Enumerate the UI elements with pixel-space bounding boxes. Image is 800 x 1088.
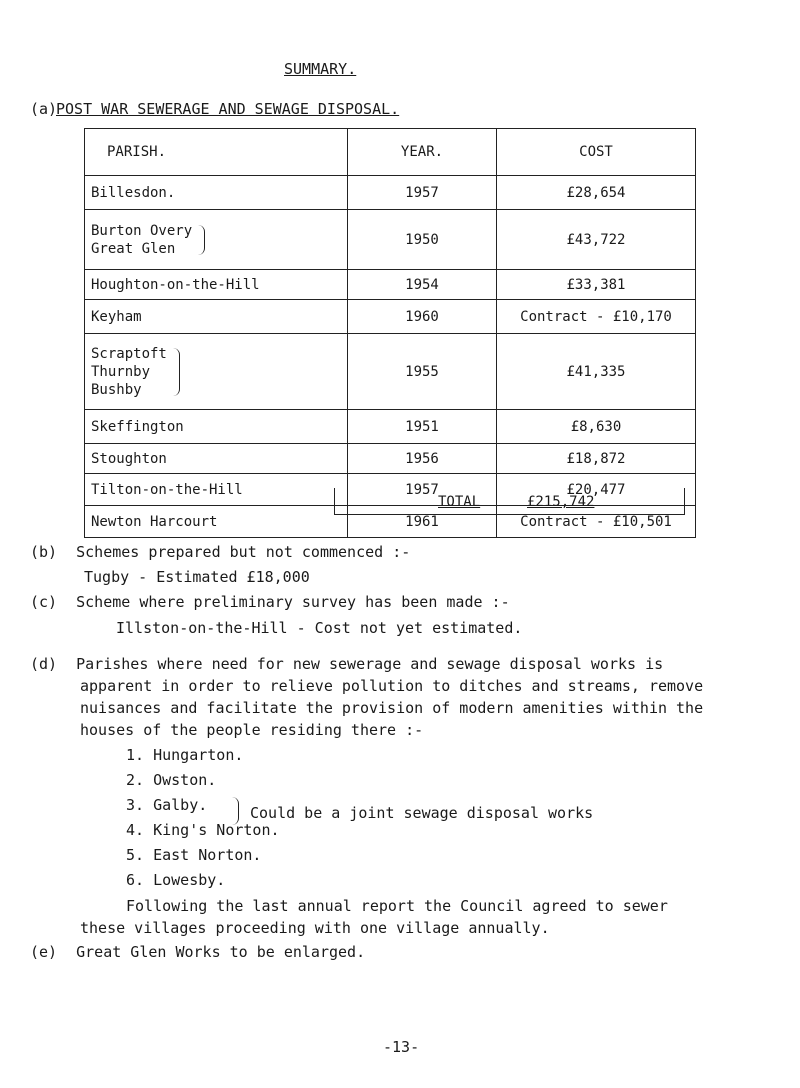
row-year: 1955 xyxy=(348,334,497,410)
row-cost: £20,477 xyxy=(497,474,696,506)
row-year: 1961 xyxy=(348,506,497,538)
section-e xyxy=(30,943,365,961)
row-parish: Billesdon. xyxy=(85,176,348,210)
village-item: 4. King's Norton. xyxy=(126,821,280,839)
page-number: -13- xyxy=(383,1038,420,1056)
section-d-paragraph-line xyxy=(30,655,663,673)
section-a-label: (a) xyxy=(30,100,58,118)
row-parish: Scraptoft xyxy=(91,345,167,362)
section-b-label: (b) xyxy=(30,543,58,561)
table-header-row xyxy=(85,129,696,176)
row-parish: Keyham xyxy=(85,300,348,334)
total-label: TOTAL xyxy=(438,494,481,510)
row-year: 1954 xyxy=(348,270,497,300)
row-year: 1956 xyxy=(348,444,497,474)
group-bracket xyxy=(198,225,205,255)
village-item: 5. East Norton. xyxy=(126,846,262,864)
row-cost: £8,630 xyxy=(497,410,696,444)
row-cost: £43,722 xyxy=(497,210,696,270)
section-d-paragraph-line: apparent in order to relieve pollution to ditches and streams, remove xyxy=(80,677,704,695)
row-cost: £28,654 xyxy=(497,176,696,210)
total-value: £215,742 xyxy=(527,494,595,510)
section-e-text: Great Glen Works to be enlarged. xyxy=(76,943,366,961)
row-cost: £18,872 xyxy=(497,444,696,474)
joint-bracket xyxy=(232,797,239,825)
row-cost: £33,381 xyxy=(497,270,696,300)
row-parish: Bushby xyxy=(91,381,142,398)
section-c-item: Illston-on-the-Hill - Cost not yet estimated. xyxy=(116,619,523,637)
section-b-heading xyxy=(30,543,410,561)
row-year: 1951 xyxy=(348,410,497,444)
joint-note: Could be a joint sewage disposal works xyxy=(250,804,594,822)
table-row xyxy=(85,444,696,474)
table-row xyxy=(85,334,696,410)
village-item: 1. Hungarton. xyxy=(126,746,244,764)
row-parish: Stoughton xyxy=(85,444,348,474)
page-title: SUMMARY. xyxy=(284,60,357,78)
row-year: 1950 xyxy=(348,210,497,270)
section-d-following-line: these villages proceeding with one village annually. xyxy=(80,919,550,937)
row-year: 1960 xyxy=(348,300,497,334)
section-c-title: Scheme where preliminary survey has been made :- xyxy=(76,593,510,611)
section-e-label: (e) xyxy=(30,943,58,961)
row-parish: Newton Harcourt xyxy=(85,506,348,538)
section-c-label: (c) xyxy=(30,593,58,611)
section-d-paragraph-line: houses of the people residing there :- xyxy=(80,721,424,739)
row-parish: Thurnby xyxy=(91,363,151,380)
section-c-heading xyxy=(30,593,510,611)
table-total-row xyxy=(334,488,685,515)
row-parish: Tilton-on-the-Hill xyxy=(85,474,348,506)
table-row xyxy=(85,210,696,270)
village-item: 3. Galby. xyxy=(126,796,208,814)
row-year: 1957 xyxy=(348,176,497,210)
row-cost: Contract - £10,501 xyxy=(497,506,696,538)
row-parish: Great Glen xyxy=(91,240,176,257)
village-item: 2. Owston. xyxy=(126,771,217,789)
table-row xyxy=(85,270,696,300)
section-d-label: (d) xyxy=(30,655,58,673)
row-cost: Contract - £10,170 xyxy=(497,300,696,334)
section-d-following-line: Following the last annual report the Council agreed to sewer xyxy=(126,897,668,915)
section-b-title: Schemes prepared but not commenced :- xyxy=(76,543,411,561)
works-table xyxy=(84,128,696,538)
section-a-heading xyxy=(30,100,399,118)
header-cost: COST xyxy=(497,129,696,176)
row-year: 1957 xyxy=(348,474,497,506)
table-row xyxy=(85,300,696,334)
village-item: 6. Lowesby. xyxy=(126,871,226,889)
row-parish-group xyxy=(85,210,348,270)
section-d-paragraph-line: nuisances and facilitate the provision of modern amenities within the xyxy=(80,699,704,717)
section-a-title: POST WAR SEWERAGE AND SEWAGE DISPOSAL. xyxy=(56,100,400,118)
header-year: YEAR. xyxy=(348,129,497,176)
header-parish: PARISH. xyxy=(85,129,348,176)
row-parish: Burton Overy xyxy=(91,222,193,239)
group-bracket xyxy=(173,348,180,396)
table-row xyxy=(85,410,696,444)
table-row xyxy=(85,176,696,210)
row-parish: Houghton-on-the-Hill xyxy=(85,270,348,300)
section-b-item: Tugby - Estimated £18,000 xyxy=(84,568,310,586)
row-parish: Skeffington xyxy=(85,410,348,444)
row-cost: £41,335 xyxy=(497,334,696,410)
row-parish-group xyxy=(85,334,348,410)
section-d-text: Parishes where need for new sewerage and sewage disposal works is xyxy=(76,655,664,673)
